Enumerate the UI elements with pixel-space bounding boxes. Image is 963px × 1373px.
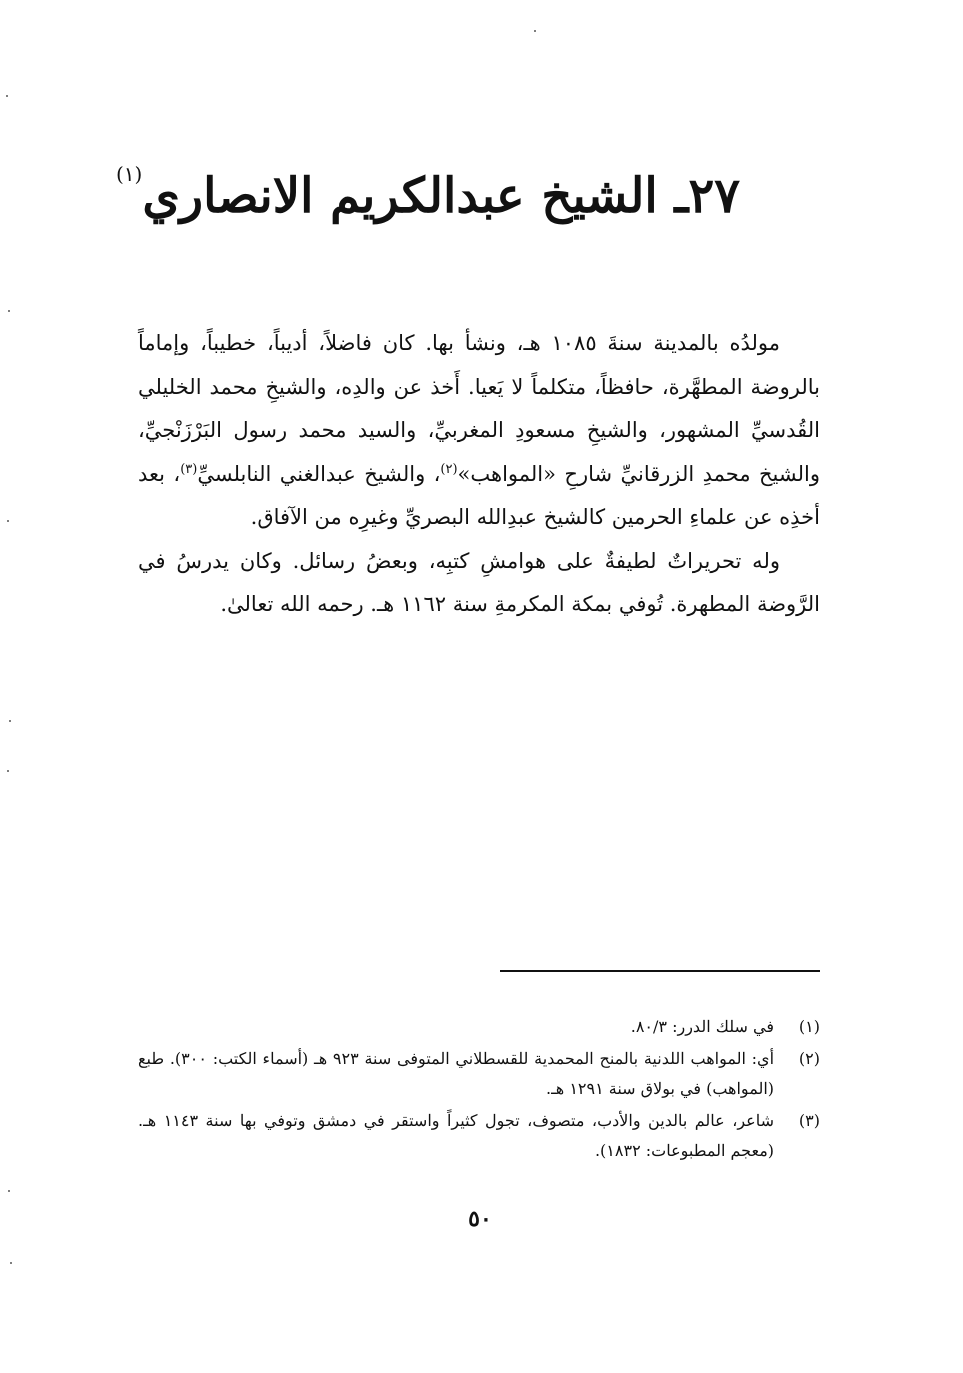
scan-speck: [7, 770, 9, 772]
body-text: [138, 322, 820, 627]
paragraph-text: ، والشيخ عبدالغني النابلسيِّ: [197, 461, 441, 486]
footnote-separator: [500, 970, 820, 972]
footnote-ref-2: (٢): [440, 461, 458, 477]
paragraph-text: ، بعد أخذِه عن علماءِ الحرمين كالشيخ عبدِالله البصريِّ وغيرِه من الآفاق.: [138, 461, 820, 529]
biography-title: [115, 162, 740, 226]
paragraph-text: وله تحريراتٌ لطيفةٌ على هوامشِ كتبِه، وبعضُ رسائل. وكان يدرسُ في الرَّوضة المطهرة. تُوفي بمكة المكرمةِ سنة ١١٦٢ هـ. رحمه الله تعالىٰ.: [138, 548, 820, 616]
scan-speck: [8, 1190, 10, 1192]
page-number: ٥٠: [468, 1206, 492, 1232]
entry-number: ٢٧ـ: [674, 168, 740, 224]
paragraph-1: [138, 322, 820, 540]
footnotes: [138, 1012, 820, 1168]
paragraph-2: [138, 540, 820, 627]
scan-speck: [8, 310, 10, 312]
footnote-text: أي: المواهب اللدنية بالمنح المحمدية للقسطلاني المتوفى سنة ٩٢٣ هـ (أسماء الكتب: ٣٠٠). طبع (المواهب) في بولاق سنة ١٢٩١ هـ.: [138, 1049, 775, 1098]
footnote-number: (١): [798, 1017, 820, 1036]
footnote-number: (٣): [798, 1111, 820, 1130]
scan-speck: [7, 520, 9, 522]
scan-speck: [10, 1262, 12, 1264]
scan-speck: [6, 95, 8, 97]
footnote-3: [138, 1106, 820, 1166]
footnote-2: [138, 1044, 820, 1104]
footnote-text: في سلك الدرر: ٨٠/٣.: [630, 1017, 774, 1036]
footnote-text: شاعر، عالم بالدين والأدب، متصوف، تجول كثيراً واستقر في دمشق وتوفي بها سنة ١١٤٣ هـ. (معجم المطبوعات: ١٨٣٢).: [138, 1111, 775, 1160]
entry-name: الشيخ عبدالكريم الانصاري: [142, 168, 658, 224]
footnote-number: (٢): [798, 1049, 820, 1068]
paragraph-text: مولدُه بالمدينة سنةَ ١٠٨٥ هـ، ونشأ بها. كان فاضلاً، أديباً، خطيباً، وإماماً بالروضة المطهَّرة، حافظاً، متكلماً لا يَعيا. أَخذ عن والدِه، والشيخِ محمد الخليلي القُدسيِّ المشهور، والشيخِ مسعودِ المغربيِّ، والسيد محمد رسول البَرْزَنْجيِّ، والشيخ محمدِ الزرقانيِّ شارحِ «المواهب»: [138, 331, 820, 486]
footnote-ref-3: (٣): [180, 461, 198, 477]
scan-speck: [9, 720, 11, 722]
scan-speck: [534, 30, 536, 32]
footnote-1: [138, 1012, 820, 1042]
title-footnote-ref: (١): [115, 162, 143, 186]
